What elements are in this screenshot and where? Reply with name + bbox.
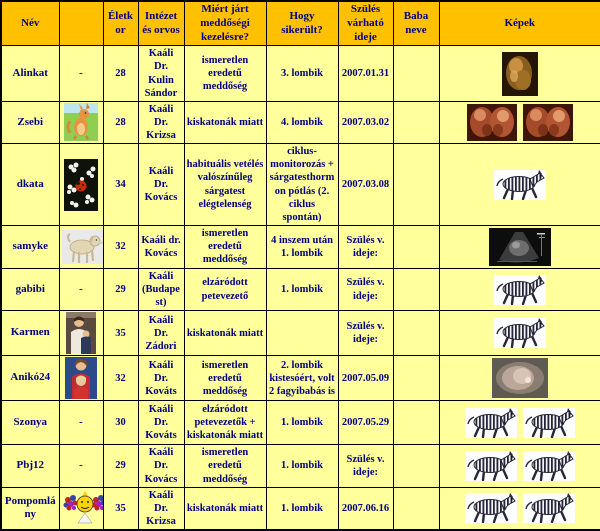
cell-age: 29 <box>103 268 138 310</box>
zebra-clipart-image <box>523 451 575 481</box>
cell-doctor: Kaáli Dr. Krizsa <box>138 487 184 530</box>
cell-result: 2. lombik kistesóért, volt 2 fagyibabás is <box>266 356 338 401</box>
cell-images <box>439 487 600 530</box>
cell-avatar <box>59 101 103 143</box>
cell-avatar <box>59 144 103 226</box>
table-row <box>1 268 600 310</box>
cell-due-date: Szülés v. ideje: <box>338 445 393 487</box>
cell-baby-name <box>393 311 439 356</box>
table-row <box>1 101 600 143</box>
cell-due-date: 2007.05.09 <box>338 356 393 401</box>
table-body <box>1 46 600 530</box>
table-row <box>1 445 600 487</box>
cell-reason: ismeretlen eredetű meddőség <box>184 445 266 487</box>
zebra-clipart-image <box>523 408 575 438</box>
zebra-clipart-image <box>465 451 517 481</box>
table-row <box>1 401 600 445</box>
cell-age: 34 <box>103 144 138 226</box>
zebra-clipart-image <box>465 408 517 438</box>
header-result: Hogy sikerült? <box>266 1 338 46</box>
cell-reason: kiskatonák miatt <box>184 101 266 143</box>
pompom-smiley-avatar <box>62 516 104 528</box>
cell-doctor: Kaáli dr. Kovács <box>138 225 184 268</box>
table-row <box>1 144 600 226</box>
cell-due-date: 2007.01.31 <box>338 46 393 102</box>
header-avatar <box>59 1 103 46</box>
cell-reason: kiskatonák miatt <box>184 487 266 530</box>
cell-due-date: 2007.03.02 <box>338 101 393 143</box>
cell-baby-name <box>393 268 439 310</box>
header-doctor: Intézet és orvos <box>138 1 184 46</box>
embryo-photo-image <box>492 358 548 398</box>
cell-name: Pbj12 <box>1 445 59 487</box>
dog-clipart-avatar <box>62 255 104 267</box>
cell-name: dkata <box>1 144 59 226</box>
zebra-clipart-image <box>494 318 546 348</box>
zebra-clipart-image <box>465 493 517 523</box>
cell-baby-name <box>393 356 439 401</box>
ultrasound-3d-sepia-image <box>467 104 517 141</box>
mother-baby-photo-avatar <box>66 345 96 356</box>
cell-images <box>439 225 600 268</box>
cell-due-date: Szülés v. ideje: <box>338 311 393 356</box>
cell-age: 28 <box>103 46 138 102</box>
cell-avatar <box>59 487 103 530</box>
cell-avatar: - <box>59 445 103 487</box>
cell-reason: ismeretlen eredetű meddőség <box>184 46 266 102</box>
cell-images <box>439 401 600 445</box>
cell-reason: habituális vetélés valószínűleg sárgatest elégtelenség <box>184 144 266 226</box>
cell-baby-name <box>393 225 439 268</box>
cell-avatar <box>59 311 103 356</box>
cell-age: 32 <box>103 225 138 268</box>
cell-age: 32 <box>103 356 138 401</box>
cell-result: 1. lombik <box>266 445 338 487</box>
cell-reason: ismeretlen eredetű meddőség <box>184 356 266 401</box>
cell-avatar: - <box>59 46 103 102</box>
cell-images <box>439 268 600 310</box>
mother-child-photo-avatar <box>65 390 97 401</box>
cell-images <box>439 101 600 143</box>
cell-images <box>439 445 600 487</box>
cell-name: Szonya <box>1 401 59 445</box>
cell-name: gabibi <box>1 268 59 310</box>
cell-baby-name <box>393 46 439 102</box>
cell-name: Zsebi <box>1 101 59 143</box>
cell-name: Alinkat <box>1 46 59 102</box>
cell-doctor: Kaáli Dr. Kováts <box>138 356 184 401</box>
cell-due-date: Szülés v. ideje: <box>338 268 393 310</box>
header-pictures: Képek <box>439 1 600 46</box>
cell-images <box>439 356 600 401</box>
cell-result: 1. lombik <box>266 268 338 310</box>
cell-age: 29 <box>103 445 138 487</box>
cell-doctor: Kaáli Dr. Kulin Sándor <box>138 46 184 102</box>
cell-result <box>266 311 338 356</box>
cell-name: Pompomlány <box>1 487 59 530</box>
cell-baby-name <box>393 401 439 445</box>
cell-result: 4. lombik <box>266 101 338 143</box>
cell-result: 4 inszem után 1. lombik <box>266 225 338 268</box>
cell-images <box>439 144 600 226</box>
cell-avatar: - <box>59 268 103 310</box>
cell-age: 35 <box>103 311 138 356</box>
cell-result: 3. lombik <box>266 46 338 102</box>
cell-doctor: Kaáli Dr. Krizsa <box>138 101 184 143</box>
kangaroo-cartoon-avatar <box>64 132 98 143</box>
cell-due-date: 2007.06.16 <box>338 487 393 530</box>
header-name: Név <box>1 1 59 46</box>
cell-reason: kiskatonák miatt <box>184 311 266 356</box>
cell-baby-name <box>393 101 439 143</box>
cell-result: 1. lombik <box>266 487 338 530</box>
cell-baby-name <box>393 445 439 487</box>
header-baby-name: Baba neve <box>393 1 439 46</box>
header-row <box>1 1 600 46</box>
cell-result: ciklus-monitorozás + sárgatesthormon pótlás (2. ciklus spontán) <box>266 144 338 226</box>
ultrasound-3d-gold-image <box>502 52 538 96</box>
cell-doctor: Kaáli Dr. Kovács <box>138 144 184 226</box>
table-row <box>1 46 600 102</box>
cell-reason: ismeretlen eredetű meddőség <box>184 225 266 268</box>
header-due-date: Szülés várható ideje <box>338 1 393 46</box>
cell-baby-name <box>393 144 439 226</box>
cell-doctor: Kaáli (Budapest) <box>138 268 184 310</box>
cell-due-date: Szülés v. ideje: <box>338 225 393 268</box>
header-age: Életkor <box>103 1 138 46</box>
cell-result: 1. lombik <box>266 401 338 445</box>
zebra-clipart-image <box>494 275 546 305</box>
cell-baby-name <box>393 487 439 530</box>
cell-due-date: 2007.05.29 <box>338 401 393 445</box>
zebra-clipart-image <box>523 493 575 523</box>
cell-doctor: Kaáli Dr. Kováts <box>138 401 184 445</box>
cell-age: 28 <box>103 101 138 143</box>
ultrasound-scan-grey-image <box>489 228 551 266</box>
flowers-ladybug-avatar <box>64 202 98 214</box>
cell-age: 35 <box>103 487 138 530</box>
table-row <box>1 225 600 268</box>
cell-images <box>439 311 600 356</box>
cell-name: Anikó24 <box>1 356 59 401</box>
cell-doctor: Kaáli Dr. Kovács <box>138 445 184 487</box>
table-row <box>1 487 600 530</box>
cell-avatar <box>59 225 103 268</box>
table-row <box>1 311 600 356</box>
table-row <box>1 356 600 401</box>
cell-avatar <box>59 356 103 401</box>
cell-doctor: Kaáli Dr. Zádori <box>138 311 184 356</box>
cell-reason: elzáródott petevezető <box>184 268 266 310</box>
header-reason: Miért járt meddőségi kezelésre? <box>184 1 266 46</box>
cell-avatar: - <box>59 401 103 445</box>
zebra-clipart-image <box>494 170 546 200</box>
cell-due-date: 2007.03.08 <box>338 144 393 226</box>
ultrasound-3d-sepia-image <box>523 104 573 141</box>
cell-images <box>439 46 600 102</box>
cell-name: samyke <box>1 225 59 268</box>
cell-name: Karmen <box>1 311 59 356</box>
cell-age: 30 <box>103 401 138 445</box>
cell-reason: elzáródott petevezetők + kiskatonák miatt <box>184 401 266 445</box>
